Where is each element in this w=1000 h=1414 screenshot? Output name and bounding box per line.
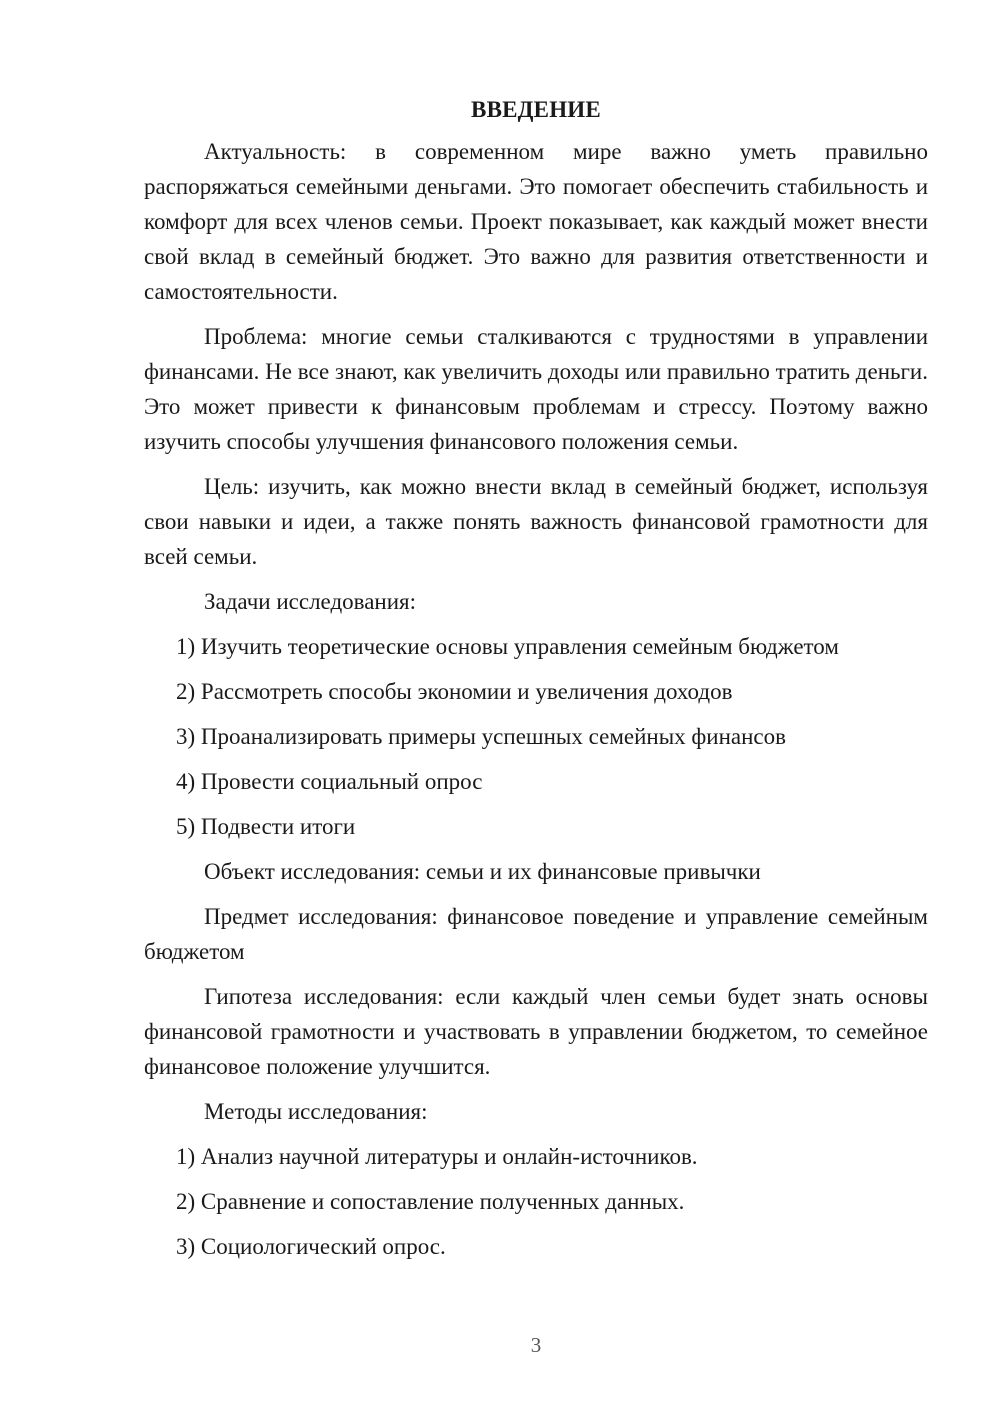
object-paragraph: Объект исследования: семьи и их финансовые привычки (204, 859, 761, 884)
tasks-heading: Задачи исследования: (204, 589, 417, 614)
methods-list (144, 1139, 928, 1264)
task-item: 4) Провести социальный опрос (176, 769, 483, 794)
hypothesis-paragraph: Гипотеза исследования: если каждый член семьи будет знать основы финансовой грамотности и участвовать в управлении бюджетом, то семейное финансовое положение улучшится. (144, 984, 928, 1079)
task-item: 3) Проанализировать примеры успешных семейных финансов (176, 724, 787, 749)
tasks-list (144, 629, 928, 844)
document-page (144, 92, 928, 1274)
subject-paragraph: Предмет исследования: финансовое поведение и управление семейным бюджетом (144, 904, 928, 964)
problem-paragraph: Проблема: многие семьи сталкиваются с трудностями в управлении финансами. Не все знают, как увеличить доходы или правильно тратить деньги. Это может привести к финансовым проблемам и стрессу. Поэтому важно изучить способы улучшения финансового положения семьи. (144, 324, 928, 454)
method-item: 1) Анализ научной литературы и онлайн-источников. (176, 1144, 698, 1169)
method-item: 3) Социологический опрос. (176, 1234, 446, 1259)
task-item: 1) Изучить теоретические основы управления семейным бюджетом (176, 634, 839, 659)
methods-heading: Методы исследования: (204, 1099, 428, 1124)
page-number: 3 (530, 1333, 542, 1357)
task-item: 2) Рассмотреть способы экономии и увеличения доходов (176, 679, 733, 704)
page-title: ВВЕДЕНИЕ (471, 97, 601, 122)
goal-paragraph: Цель: изучить, как можно внести вклад в семейный бюджет, используя свои навыки и идеи, а также понять важность финансовой грамотности для всей семьи. (144, 474, 928, 569)
method-item: 2) Сравнение и сопоставление полученных данных. (176, 1189, 685, 1214)
task-item: 5) Подвести итоги (176, 814, 356, 839)
relevance-paragraph: Актуальность: в современном мире важно уметь правильно распоряжаться семейными деньгами. Это помогает обеспечить стабильность и комфорт для всех членов семьи. Проект показывает, как каждый может внести свой вклад в семейный бюджет. Это важно для развития ответственности и самостоятельности. (144, 139, 928, 304)
